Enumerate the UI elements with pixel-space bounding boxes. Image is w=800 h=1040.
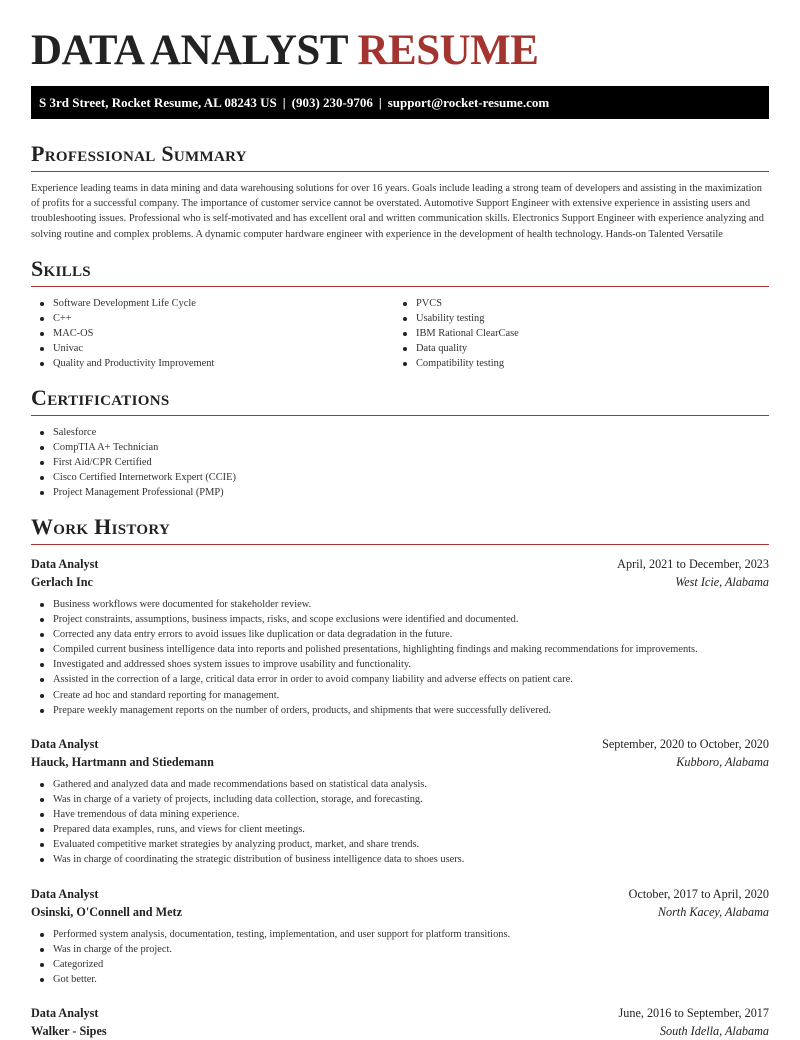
job-dates: June, 2016 to September, 2017 (618, 1006, 769, 1020)
job-company: Osinski, O'Connell and Metz (31, 905, 183, 919)
list-item: Investigated and addressed shoes system issues to improve usability and functionality. (31, 657, 769, 672)
job-entry (31, 555, 769, 718)
job-location: North Kacey, Alabama (657, 905, 769, 919)
summary-heading: Professional Summary (31, 141, 769, 172)
job-entry (31, 735, 769, 868)
list-item: Cisco Certified Internetwork Expert (CCIE) (31, 470, 769, 485)
contact-address: S 3rd Street, Rocket Resume, AL 08243 US (39, 95, 277, 110)
contact-separator: | (378, 95, 382, 110)
list-item: Project constraints, assumptions, business impacts, risks, and scope exclusions were identified and documented. (31, 612, 769, 627)
list-item: Salesforce (31, 425, 769, 440)
job-role: Data Analyst (31, 557, 99, 571)
list-item: MAC-OS (31, 326, 391, 341)
list-item: Prepared data examples, runs, and views for client meetings. (31, 822, 769, 837)
job-company: Walker - Sipes (31, 1024, 107, 1038)
list-item: Was in charge of coordinating the strategic distribution of business intelligence data to shoes users. (31, 852, 769, 867)
certifications-heading: Certifications (31, 385, 769, 416)
job-company: Hauck, Hartmann and Stiedemann (31, 755, 214, 769)
list-item: Business workflows were documented for stakeholder review. (31, 597, 769, 612)
contact-email[interactable]: support@rocket-resume.com (387, 95, 550, 110)
job-entry (31, 885, 769, 987)
contact-phone: (903) 230-9706 (291, 95, 373, 110)
list-item: Usability testing (394, 311, 754, 326)
job-dates: September, 2020 to October, 2020 (602, 737, 769, 751)
list-item: First Aid/CPR Certified (31, 455, 769, 470)
skills-list-left (31, 296, 391, 371)
list-item: IBM Rational ClearCase (394, 326, 754, 341)
list-item: Create ad hoc and standard reporting for management. (31, 688, 769, 703)
summary-text: Experience leading teams in data mining and data warehousing solutions for over 16 years. Goals include leading a strong team of developers and assisting in the maximization of profits for a successful company. The importance of customer service cannot be overstated. Automotive Support Engineer with extensive experience in assisting users and troubleshooting issues. Professional who is self-motivated and has excellent oral and written communication skills. Electronics Support Engineer with experience analyzing and solving routine and complex problems. A dynamic computer hardware engineer with experience in the development of health technology. Hands-on Talented Versatile (31, 183, 764, 240)
job-duties (31, 777, 769, 868)
job-dates: April, 2021 to December, 2023 (617, 557, 769, 571)
list-item: Assisted in the correction of a large, critical data error in order to avoid company liability and adverse effects on patient care. (31, 672, 769, 687)
list-item: Compatibility testing (394, 356, 754, 371)
list-item: Got better. (31, 972, 769, 987)
job-location: Kubboro, Alabama (676, 755, 769, 769)
list-item: Performed system analysis, documentation, testing, implementation, and user support for platform transitions. (31, 927, 769, 942)
job-dates: October, 2017 to April, 2020 (628, 887, 769, 901)
list-item: CompTIA A+ Technician (31, 440, 769, 455)
list-item: Compiled current business intelligence data into reports and polished presentations, highlighting findings and making recommendations for improvements. (31, 642, 769, 657)
list-item: Corrected any data entry errors to avoid issues like duplication or data degradation in the future. (31, 627, 769, 642)
list-item: Software Development Life Cycle (31, 296, 391, 311)
list-item: PVCS (394, 296, 754, 311)
list-item: Evaluated competitive market strategies by analyzing product, market, and share trends. (31, 837, 769, 852)
job-role: Data Analyst (31, 887, 99, 901)
list-item: Was in charge of the project. (31, 942, 769, 957)
job-role: Data Analyst (31, 1006, 99, 1020)
contact-bar (31, 86, 769, 119)
list-item: Prepare weekly management reports on the number of orders, products, and shipments that were successfully delivered. (31, 703, 769, 718)
job-duties (31, 597, 769, 718)
list-item: Project Management Professional (PMP) (31, 485, 769, 500)
list-item: Was in charge of a variety of projects, including data collection, storage, and forecasting. (31, 792, 769, 807)
list-item: Data quality (394, 341, 754, 356)
list-item: C++ (31, 311, 391, 326)
list-item: Univac (31, 341, 391, 356)
list-item: Have tremendous of data mining experience. (31, 807, 769, 822)
work-history-heading: Work History (31, 514, 769, 545)
contact-separator: | (282, 95, 286, 110)
title-main: DATA ANALYST (31, 27, 348, 74)
skills-list-right (394, 296, 754, 371)
resume-title (31, 28, 538, 74)
job-company: Gerlach Inc (31, 575, 93, 589)
job-location: South Idella, Alabama (659, 1024, 769, 1038)
job-duties (31, 927, 769, 987)
title-accent: RESUME (357, 27, 539, 74)
list-item: Categorized (31, 957, 769, 972)
list-item: Gathered and analyzed data and made recommendations based on statistical data analysis. (31, 777, 769, 792)
list-item: Quality and Productivity Improvement (31, 356, 391, 371)
certifications-list (31, 425, 769, 500)
job-role: Data Analyst (31, 737, 99, 751)
job-location: West Icie, Alabama (675, 575, 769, 589)
skills-heading: Skills (31, 256, 769, 287)
